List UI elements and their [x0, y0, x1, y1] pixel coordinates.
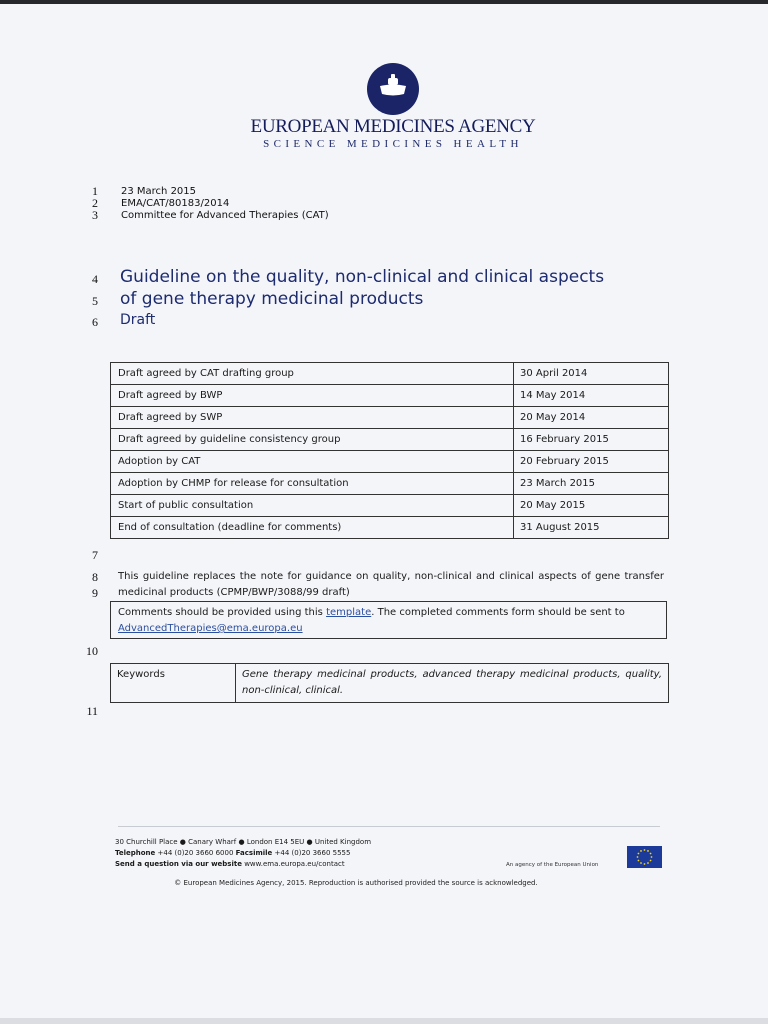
comments-text-prefix: Comments should be provided using this	[118, 607, 327, 618]
document-title-line-1: Guideline on the quality, non-clinical and clinical aspects	[120, 267, 605, 287]
milestone-step: Start of public consultation	[111, 495, 514, 517]
page-edge	[0, 0, 768, 4]
line-number: 2	[92, 196, 98, 210]
table-row	[111, 517, 669, 539]
milestone-date: 16 February 2015	[514, 429, 669, 451]
line-number: 8	[92, 570, 98, 584]
facsimile-number: +44 (0)20 3660 5555	[274, 849, 351, 857]
keywords-table	[110, 663, 669, 703]
copyright-notice: © European Medicines Agency, 2015. Reproduction is authorised provided the source is acknowledged.	[174, 879, 538, 887]
line-number: 9	[92, 586, 98, 600]
milestone-date: 14 May 2014	[514, 385, 669, 407]
footer-website	[115, 860, 345, 868]
line-number: 7	[92, 548, 98, 562]
comments-text-suffix: . The completed comments form should be sent to	[371, 607, 625, 618]
milestones-table	[110, 362, 669, 539]
line-number: 5	[92, 294, 98, 308]
website-label: Send a question via our website	[115, 860, 242, 868]
line-number: 6	[92, 315, 98, 329]
milestone-date: 23 March 2015	[514, 473, 669, 495]
line-number: 3	[92, 208, 98, 222]
keywords-label: Keywords	[111, 664, 236, 703]
ema-logo-icon	[366, 62, 420, 116]
document-date: 23 March 2015	[121, 186, 197, 197]
table-row	[111, 473, 669, 495]
table-row	[111, 429, 669, 451]
replacement-note: This guideline replaces the note for guidance on quality, non-clinical and clinical aspects of gene transfer medicinal products (CPMP/BWP/3088/99 draft)	[118, 571, 664, 598]
telephone-number: +44 (0)20 3660 6000	[157, 849, 234, 857]
milestone-step: Adoption by CHMP for release for consultation	[111, 473, 514, 495]
comments-box	[110, 601, 667, 639]
eu-flag-icon	[627, 846, 662, 868]
milestone-date: 31 August 2015	[514, 517, 669, 539]
milestone-step: Draft agreed by guideline consistency group	[111, 429, 514, 451]
table-row	[111, 451, 669, 473]
milestone-date: 20 February 2015	[514, 451, 669, 473]
footer-divider	[118, 826, 660, 827]
template-link[interactable]: template	[326, 607, 372, 618]
milestone-step: Draft agreed by CAT drafting group	[111, 363, 514, 385]
footer-address: 30 Churchill Place ● Canary Wharf ● London E14 5EU ● United Kingdom	[115, 838, 372, 846]
table-row	[111, 495, 669, 517]
table-row	[111, 385, 669, 407]
milestone-step: Draft agreed by BWP	[111, 385, 514, 407]
page-edge	[0, 1018, 768, 1024]
agency-name: EUROPEAN MEDICINES AGENCY	[250, 116, 536, 137]
milestone-date: 30 April 2014	[514, 363, 669, 385]
comments-email-link[interactable]: AdvancedTherapies@ema.europa.eu	[118, 623, 303, 634]
eu-agency-note: An agency of the European Union	[506, 862, 599, 868]
milestone-date: 20 May 2015	[514, 495, 669, 517]
table-row	[111, 363, 669, 385]
table-row	[111, 664, 669, 703]
keywords-value: Gene therapy medicinal products, advanced therapy medicinal products, quality, non-clinical, clinical.	[236, 664, 669, 703]
website-url[interactable]: www.ema.europa.eu/contact	[244, 860, 345, 868]
milestone-step: End of consultation (deadline for comments)	[111, 517, 514, 539]
footer-phone	[115, 849, 350, 857]
document-reference: EMA/CAT/80183/2014	[121, 198, 230, 209]
milestone-step: Draft agreed by SWP	[111, 407, 514, 429]
table-row	[111, 407, 669, 429]
document-title-line-2: of gene therapy medicinal products	[120, 289, 424, 309]
line-number: 4	[92, 272, 98, 286]
milestone-step: Adoption by CAT	[111, 451, 514, 473]
line-number: 1	[92, 184, 98, 198]
line-number: 11	[86, 704, 98, 718]
document-status: Draft	[120, 312, 156, 328]
facsimile-label: Facsimile	[235, 849, 273, 857]
telephone-label: Telephone	[115, 849, 156, 857]
line-number: 10	[86, 644, 98, 658]
milestone-date: 20 May 2014	[514, 407, 669, 429]
agency-tagline: SCIENCE MEDICINES HEALTH	[263, 138, 523, 150]
committee-name: Committee for Advanced Therapies (CAT)	[121, 210, 329, 221]
